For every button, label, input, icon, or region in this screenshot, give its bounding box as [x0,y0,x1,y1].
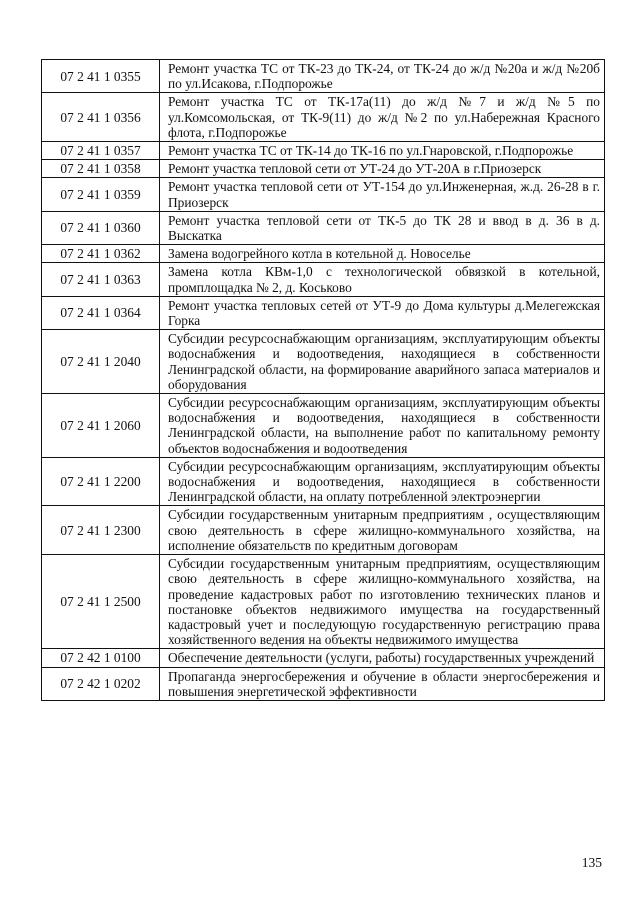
row-description: Субсидии ресурсоснабжающим организациям, эксплуатирующим объекты водоснабжения и водоотведения, находящиеся в собственности Ленинградской области, на выполнение работ по капитальному ремонту объектов водоснабжения и водоотведения [160,394,605,458]
table-row [42,93,605,142]
row-description: Субсидии государственным унитарным предприятиям, осуществляющим свою деятельность в сфере жилищно-коммунального хозяйства, на проведение кадастровых работ по изготовлению технических планов и постановке объектов недвижимого имущества на государственный кадастровый учет и последующую государственную регистрацию права хозяйственного ведения на объекты недвижимого имущества [160,555,605,649]
row-description: Субсидии государственным унитарным предприятиям , осуществляющим свою деятельность в сфере жилищно-коммунального хозяйства, на исполнение обязательств по кредитным договорам [160,506,605,555]
table-row [42,263,605,296]
table-row [42,160,605,178]
row-code: 07 2 41 1 2300 [42,506,160,555]
row-description: Замена водогрейного котла в котельной д. Новоселье [160,245,605,263]
row-description: Обеспечение деятельности (услуги, работы) государственных учреждений [160,649,605,667]
table-row [42,60,605,93]
table-row [42,245,605,263]
budget-classification-table [41,59,605,701]
row-code: 07 2 41 1 2060 [42,394,160,458]
page-number: 135 [581,855,602,870]
table-row [42,506,605,555]
row-description: Ремонт участка тепловой сети от УТ-154 до ул.Инженерная, ж.д. 26-28 в г. Приозерск [160,178,605,211]
table-row [42,649,605,667]
row-code: 07 2 41 1 0357 [42,142,160,160]
row-description: Субсидии ресурсоснабжающим организациям, эксплуатирующим объекты водоснабжения и водоотведения, находящиеся в собственности Ленинградской области, на формирование аварийного запаса материалов и оборудования [160,330,605,394]
table-row [42,296,605,329]
row-description: Ремонт участка ТС от ТК-14 до ТК-16 по ул.Гнаровской, г.Подпорожье [160,142,605,160]
table-row [42,667,605,700]
row-code: 07 2 41 1 2500 [42,555,160,649]
table-row [42,394,605,458]
table-row [42,555,605,649]
table-row [42,142,605,160]
row-code: 07 2 41 1 2040 [42,330,160,394]
row-description: Замена котла КВм-1,0 с технологической обвязкой в котельной, промплощадка № 2, д. Коськово [160,263,605,296]
row-description: Ремонт участка тепловых сетей от УТ-9 до Дома культуры д.Мелегежская Горка [160,296,605,329]
row-description: Ремонт участка ТС от ТК-17а(11) до ж/д №7 и ж/д №5 по ул.Комсомольская, от ТК-9(11) до ж/д №2 по ул.Набережная Красного флота, г.Подпорожье [160,93,605,142]
row-code: 07 2 41 1 0362 [42,245,160,263]
row-description: Ремонт участка тепловой сети от УТ-24 до УТ-20А в г.Приозерск [160,160,605,178]
table-row [42,211,605,244]
row-description: Ремонт участка тепловой сети от ТК-5 до ТК 28 и ввод в д. 36 в д. Выскатка [160,211,605,244]
row-description: Субсидии ресурсоснабжающим организациям, эксплуатирующим объекты водоснабжения и водоотведения, находящиеся в собственности Ленинградской области, на оплату потребленной электроэнергии [160,457,605,506]
row-description: Пропаганда энергосбережения и обучение в области энергосбережения и повышения энергетической эффективности [160,667,605,700]
row-code: 07 2 41 1 0359 [42,178,160,211]
table-body [42,60,605,701]
table-row [42,457,605,506]
row-code: 07 2 41 1 0360 [42,211,160,244]
row-code: 07 2 41 1 0363 [42,263,160,296]
row-code: 07 2 41 1 2200 [42,457,160,506]
row-description: Ремонт участка ТС от ТК-23 до ТК-24, от ТК-24 до ж/д №20а и ж/д №20б по ул.Исакова, г.Подпорожье [160,60,605,93]
table-row [42,330,605,394]
row-code: 07 2 41 1 0358 [42,160,160,178]
row-code: 07 2 42 1 0100 [42,649,160,667]
row-code: 07 2 41 1 0356 [42,93,160,142]
row-code: 07 2 41 1 0364 [42,296,160,329]
row-code: 07 2 41 1 0355 [42,60,160,93]
row-code: 07 2 42 1 0202 [42,667,160,700]
table-row [42,178,605,211]
